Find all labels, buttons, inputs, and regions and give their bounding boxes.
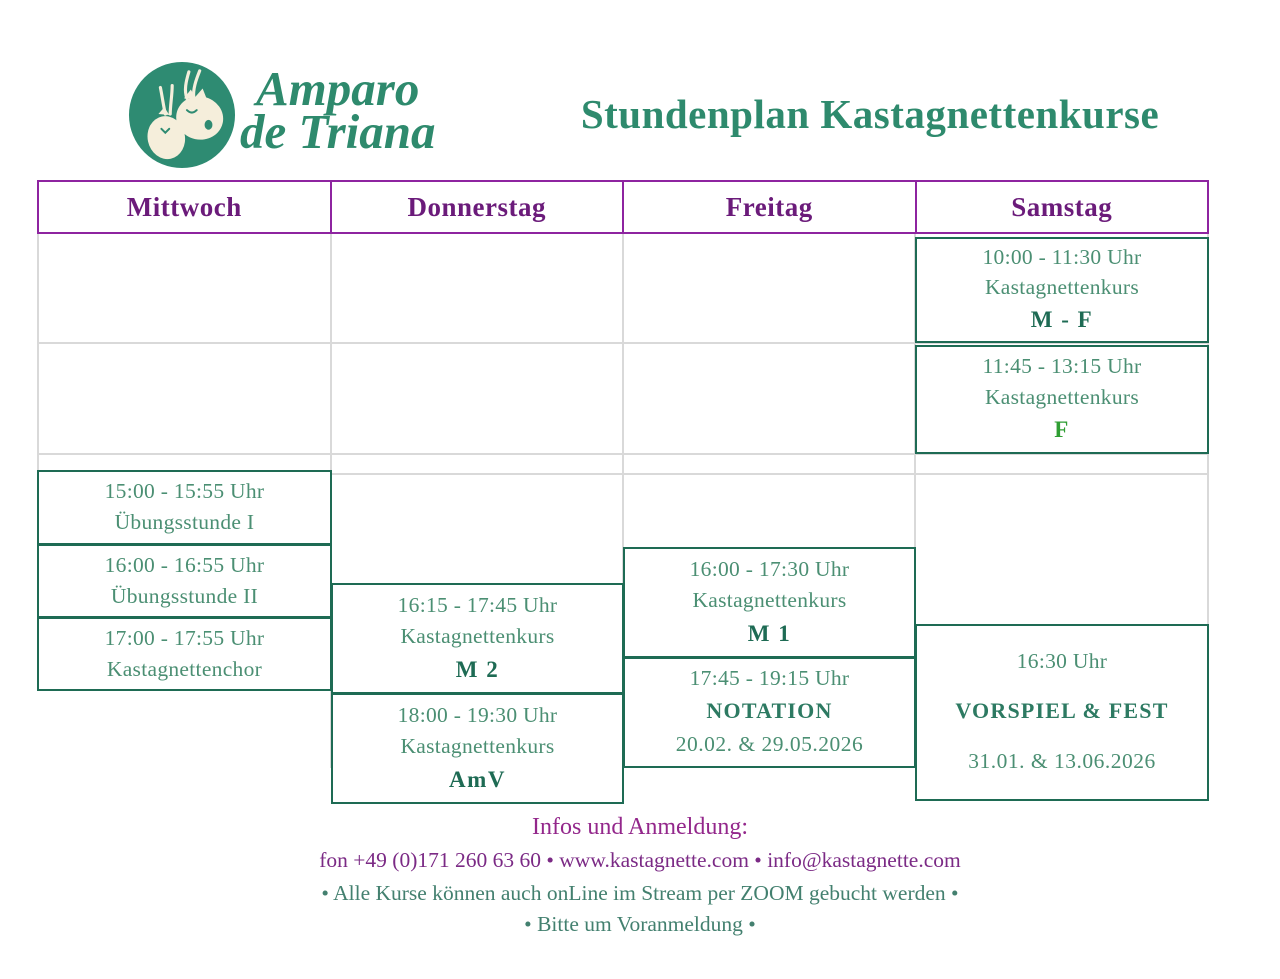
footer-contact: fon +49 (0)171 260 63 60 • www.kastagnette.com • info@kastagnette.com (319, 848, 961, 872)
event-code: AmV (449, 766, 506, 792)
event-course: Kastagnettenkurs (692, 587, 847, 612)
event-course: Kastagnettenkurs (400, 623, 555, 648)
schedule-cell-mittwoch-3 (37, 617, 332, 691)
day-header-mittwoch: Mittwoch (39, 182, 332, 232)
event-time: 16:00 - 17:30 Uhr (689, 556, 850, 581)
schedule-cell-mittwoch-1 (37, 470, 332, 545)
day-header-samstag: Samstag (1011, 191, 1113, 222)
footer-note-online: • Alle Kurse können auch onLine im Stream per ZOOM gebucht werden • (321, 881, 959, 905)
brand-line2: de Triana (240, 104, 436, 159)
footer-heading: Infos und Anmeldung: (532, 814, 748, 840)
event-course: Kastagnettenkurs (984, 275, 1140, 299)
footer-note-registration: • Bitte um Voranmeldung • (524, 912, 756, 936)
event-time: 16:15 - 17:45 Uhr (397, 592, 558, 617)
event-course: Kastagnettenchor (106, 656, 263, 681)
schedule-cell-donnerstag-1 (331, 583, 624, 694)
event-time: 10:00 - 11:30 Uhr (982, 245, 1142, 270)
event-course: Übungsstunde II (110, 583, 259, 608)
event-time: 18:00 - 19:30 Uhr (397, 702, 558, 727)
day-header-donnerstag: Donnerstag (332, 182, 625, 232)
event-code: M - F (1030, 306, 1094, 332)
page-title: Stundenplan Kastagnettenkurse (580, 91, 1160, 137)
event-course: Kastagnettenkurs (400, 733, 555, 758)
schedule-cell-mittwoch-2 (37, 544, 332, 618)
event-code: F (1054, 417, 1070, 442)
event-code: M 2 (455, 656, 500, 682)
schedule-cell-samstag-2 (915, 345, 1209, 454)
event-course: VORSPIEL & FEST (955, 697, 1169, 723)
event-course: Übungsstunde I (114, 510, 255, 535)
day-header-freitag: Freitag (624, 182, 917, 232)
schedule-cell-samstag-1 (915, 237, 1209, 343)
brand-line1: Amparo (256, 61, 420, 116)
event-dates: 31.01. & 13.06.2026 (968, 748, 1156, 773)
event-time: 11:45 - 13:15 Uhr (982, 354, 1142, 378)
schedule-cell-donnerstag-2 (331, 693, 624, 804)
event-time: 17:45 - 19:15 Uhr (689, 665, 850, 690)
schedule-cell-freitag-1 (623, 547, 916, 658)
event-dates: 20.02. & 29.05.2026 (675, 732, 864, 757)
event-time: 15:00 - 15:55 Uhr (104, 479, 265, 504)
event-course: Kastagnettenkurs (984, 384, 1140, 409)
brand-name (240, 61, 436, 159)
event-course: NOTATION (706, 697, 833, 723)
day-header-row (37, 180, 1209, 234)
schedule-cell-samstag-3 (915, 624, 1209, 801)
event-time: 17:00 - 17:55 Uhr (104, 626, 265, 650)
event-code: M 1 (747, 620, 792, 646)
castanets-logo-icon (127, 62, 237, 170)
event-time: 16:30 Uhr (1016, 649, 1108, 674)
event-time: 16:00 - 16:55 Uhr (104, 553, 265, 577)
schedule-cell-freitag-2 (623, 657, 916, 768)
